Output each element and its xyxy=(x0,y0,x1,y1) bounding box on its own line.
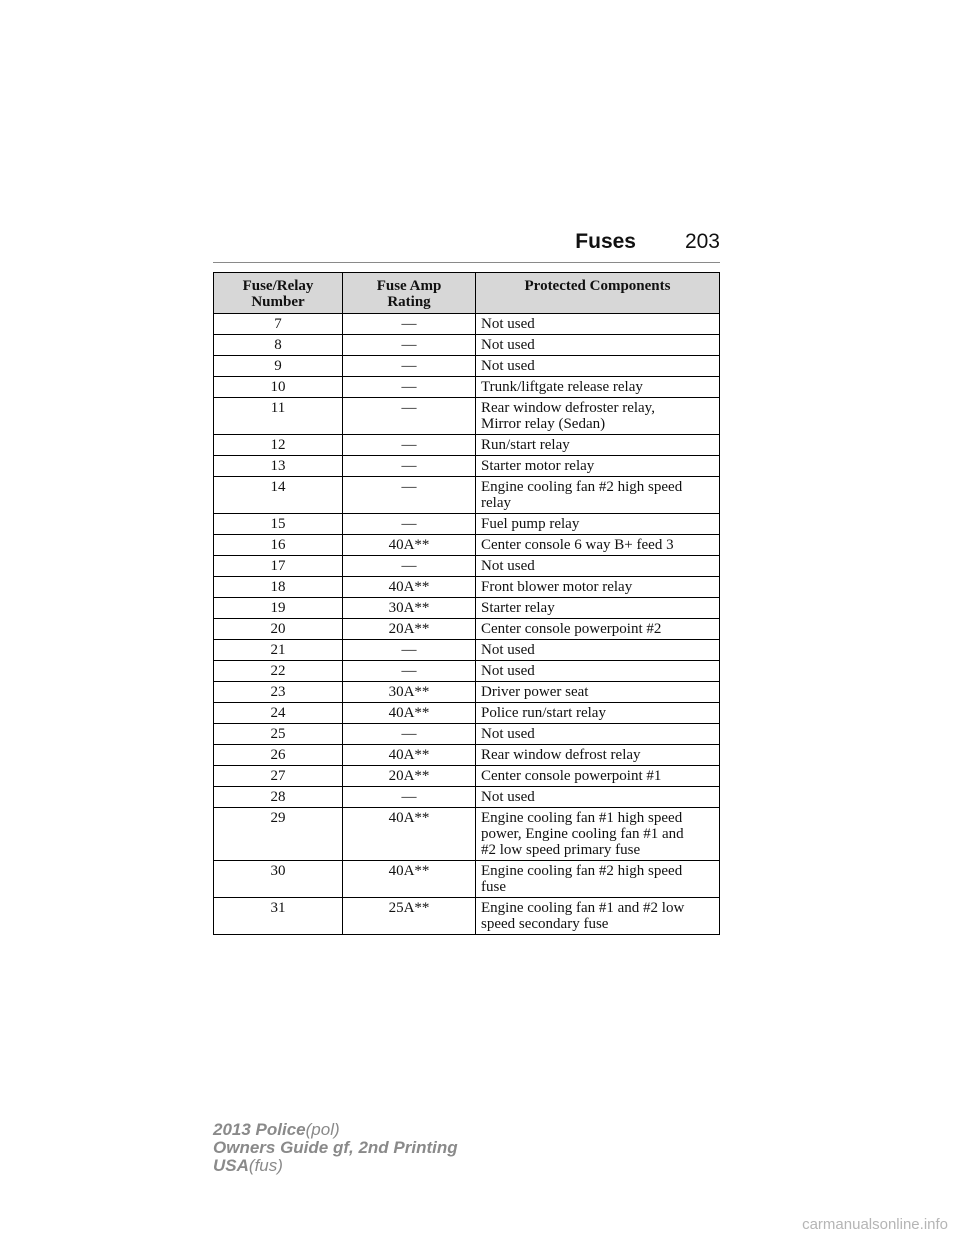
fuse-amp-cell: — xyxy=(343,556,476,577)
fuse-amp-cell: 40A** xyxy=(343,535,476,556)
section-title: Fuses xyxy=(575,230,636,253)
fuse-number-cell: 31 xyxy=(214,898,343,935)
fuse-amp-cell: 30A** xyxy=(343,598,476,619)
fuse-table-body xyxy=(214,314,720,935)
fuse-number-cell: 9 xyxy=(214,356,343,377)
protected-component-cell: Engine cooling fan #1 high speed power, Engine cooling fan #1 and #2 low speed primary fuse xyxy=(476,808,720,861)
protected-component-cell: Not used xyxy=(476,724,720,745)
table-row xyxy=(214,577,720,598)
fuse-number-cell: 23 xyxy=(214,682,343,703)
fuse-table xyxy=(213,272,720,935)
protected-component-cell: Rear window defroster relay, Mirror relay (Sedan) xyxy=(476,398,720,435)
fuse-amp-cell: — xyxy=(343,435,476,456)
fuse-amp-cell: — xyxy=(343,398,476,435)
fuse-number-cell: 11 xyxy=(214,398,343,435)
fuse-number-cell: 25 xyxy=(214,724,343,745)
protected-component-cell: Engine cooling fan #2 high speed fuse xyxy=(476,861,720,898)
fuse-number-cell: 19 xyxy=(214,598,343,619)
fuse-amp-cell: — xyxy=(343,787,476,808)
table-row xyxy=(214,640,720,661)
protected-component-cell: Fuel pump relay xyxy=(476,514,720,535)
protected-component-cell: Trunk/liftgate release relay xyxy=(476,377,720,398)
fuse-number-cell: 15 xyxy=(214,514,343,535)
table-row xyxy=(214,556,720,577)
protected-component-cell: Center console 6 way B+ feed 3 xyxy=(476,535,720,556)
table-row xyxy=(214,898,720,935)
fuse-number-cell: 12 xyxy=(214,435,343,456)
table-row xyxy=(214,619,720,640)
protected-component-cell: Engine cooling fan #2 high speed relay xyxy=(476,477,720,514)
footer-line-3: USA(fus) xyxy=(213,1156,283,1175)
fuse-amp-cell: 40A** xyxy=(343,703,476,724)
fuse-amp-cell: — xyxy=(343,724,476,745)
column-header-fuse-amp-rating: Fuse Amp Rating xyxy=(343,273,476,314)
protected-component-cell: Driver power seat xyxy=(476,682,720,703)
fuse-amp-cell: 40A** xyxy=(343,745,476,766)
protected-component-cell: Rear window defrost relay xyxy=(476,745,720,766)
table-row xyxy=(214,456,720,477)
protected-component-cell: Not used xyxy=(476,787,720,808)
fuse-number-cell: 10 xyxy=(214,377,343,398)
fuse-amp-cell: — xyxy=(343,661,476,682)
column-header-protected-components: Protected Components xyxy=(476,273,720,314)
fuse-number-cell: 20 xyxy=(214,619,343,640)
table-row xyxy=(214,477,720,514)
page-header xyxy=(213,228,720,263)
table-row xyxy=(214,703,720,724)
protected-component-cell: Not used xyxy=(476,640,720,661)
protected-component-cell: Engine cooling fan #1 and #2 low speed secondary fuse xyxy=(476,898,720,935)
fuse-amp-cell: — xyxy=(343,456,476,477)
fuse-amp-cell: — xyxy=(343,640,476,661)
footer-line-2: Owners Guide gf, 2nd Printing xyxy=(213,1138,458,1157)
fuse-number-cell: 26 xyxy=(214,745,343,766)
table-row xyxy=(214,314,720,335)
table-header-row xyxy=(214,273,720,314)
fuse-number-cell: 22 xyxy=(214,661,343,682)
fuse-number-cell: 13 xyxy=(214,456,343,477)
watermark: carmanualsonline.info xyxy=(802,1216,948,1233)
fuse-number-cell: 17 xyxy=(214,556,343,577)
protected-component-cell: Not used xyxy=(476,356,720,377)
fuse-amp-cell: 40A** xyxy=(343,861,476,898)
fuse-number-cell: 24 xyxy=(214,703,343,724)
table-row xyxy=(214,335,720,356)
fuse-number-cell: 18 xyxy=(214,577,343,598)
table-row xyxy=(214,808,720,861)
fuse-number-cell: 16 xyxy=(214,535,343,556)
fuse-number-cell: 7 xyxy=(214,314,343,335)
page-footer xyxy=(213,1121,458,1175)
fuse-amp-cell: 25A** xyxy=(343,898,476,935)
table-row xyxy=(214,861,720,898)
table-row xyxy=(214,356,720,377)
fuse-number-cell: 21 xyxy=(214,640,343,661)
protected-component-cell: Not used xyxy=(476,556,720,577)
fuse-amp-cell: — xyxy=(343,335,476,356)
fuse-number-cell: 28 xyxy=(214,787,343,808)
fuse-number-cell: 29 xyxy=(214,808,343,861)
fuse-amp-cell: — xyxy=(343,356,476,377)
table-row xyxy=(214,535,720,556)
protected-component-cell: Not used xyxy=(476,335,720,356)
fuse-number-cell: 27 xyxy=(214,766,343,787)
footer-line-1: 2013 Police(pol) xyxy=(213,1120,340,1139)
protected-component-cell: Not used xyxy=(476,314,720,335)
protected-component-cell: Not used xyxy=(476,661,720,682)
protected-component-cell: Starter motor relay xyxy=(476,456,720,477)
protected-component-cell: Starter relay xyxy=(476,598,720,619)
protected-component-cell: Front blower motor relay xyxy=(476,577,720,598)
table-row xyxy=(214,661,720,682)
table-row xyxy=(214,787,720,808)
table-row xyxy=(214,766,720,787)
page-number: 203 xyxy=(684,230,720,253)
column-header-fuse-relay-number: Fuse/Relay Number xyxy=(214,273,343,314)
table-row xyxy=(214,377,720,398)
fuse-number-cell: 14 xyxy=(214,477,343,514)
fuse-number-cell: 8 xyxy=(214,335,343,356)
table-row xyxy=(214,514,720,535)
table-row xyxy=(214,398,720,435)
fuse-amp-cell: 40A** xyxy=(343,577,476,598)
table-row xyxy=(214,598,720,619)
protected-component-cell: Center console powerpoint #2 xyxy=(476,619,720,640)
table-row xyxy=(214,745,720,766)
fuse-amp-cell: 40A** xyxy=(343,808,476,861)
fuse-number-cell: 30 xyxy=(214,861,343,898)
fuse-amp-cell: — xyxy=(343,314,476,335)
fuse-amp-cell: 20A** xyxy=(343,766,476,787)
fuse-amp-cell: — xyxy=(343,377,476,398)
protected-component-cell: Police run/start relay xyxy=(476,703,720,724)
protected-component-cell: Run/start relay xyxy=(476,435,720,456)
fuse-amp-cell: — xyxy=(343,477,476,514)
table-row xyxy=(214,682,720,703)
table-row xyxy=(214,724,720,745)
fuse-amp-cell: — xyxy=(343,514,476,535)
fuse-amp-cell: 20A** xyxy=(343,619,476,640)
fuse-amp-cell: 30A** xyxy=(343,682,476,703)
protected-component-cell: Center console powerpoint #1 xyxy=(476,766,720,787)
table-row xyxy=(214,435,720,456)
